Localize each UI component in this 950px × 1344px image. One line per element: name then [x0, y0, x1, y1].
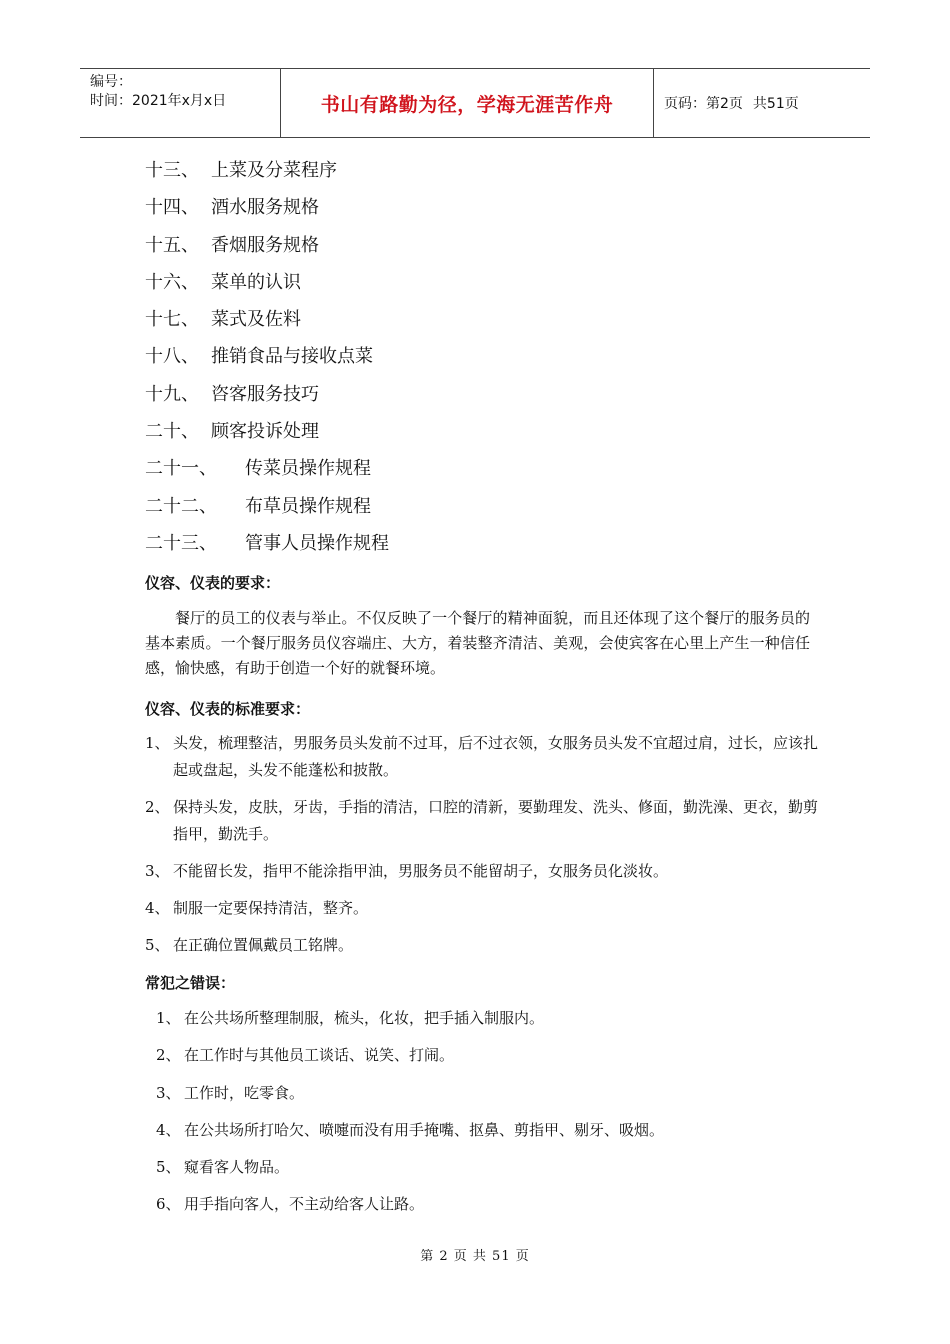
list-item: 2、 保持头发，皮肤，牙齿，手指的清洁，口腔的清新，要勤理发、洗头、修面，勤洗澡、更衣，勤剪指甲，勤洗手。: [145, 798, 819, 843]
list-item: 1、 在公共场所整理制服，梳头，化妆，把手插入制服内。: [156, 1009, 545, 1027]
toc-item: 二十、 顾客投诉处理: [145, 421, 319, 443]
list-item: 4、 在公共场所打哈欠、喷嚏而没有用手掩嘴、抠鼻、剪指甲、剔牙、吸烟。: [156, 1120, 665, 1139]
list-item: 4、 制服一定要保持清洁，整齐。: [145, 899, 369, 917]
header-page-total: 共51页: [752, 96, 799, 112]
appearance-paragraph: 餐厅的员工的仪表与举止。不仅反映了一个餐厅的精神面貌，而且还体现了这个餐厅的服务员的基本素质。一个餐厅服务员仪容端庄、大方，着装整齐清洁、美观，会使宾客在心里上产生一种信任感，愉快感，有助于创造一个好的就餐环境。: [145, 609, 810, 677]
section-heading-common-mistakes: 常犯之错误：: [145, 974, 236, 992]
document-header: [80, 68, 870, 138]
table-of-contents: [145, 152, 389, 562]
list-item: 6、 用手指向客人，不主动给客人让路。: [156, 1195, 425, 1214]
header-meta: [80, 69, 281, 137]
toc-item: 十六、 菜单的认识: [145, 271, 301, 293]
toc-item: 十三、 上菜及分菜程序: [145, 160, 337, 181]
section-heading-appearance: 仪容、仪表的要求：: [145, 574, 281, 592]
list-item: 2、 在工作时与其他员工谈话、说笑、打闹。: [156, 1046, 455, 1065]
code-label: 编号：: [90, 74, 132, 90]
header-page-number: 页码：第2页: [664, 96, 743, 112]
time-label: 时间：2021年x月x日: [90, 93, 227, 109]
list-item: 5、 在正确位置佩戴员工铭牌。: [145, 936, 354, 954]
list-item: 1、 头发，梳理整洁，男服务员头发前不过耳，后不过衣领，女服务员头发不宜超过肩，过长，应该扎起或盘起，头发不能蓬松和披散。: [145, 734, 819, 779]
toc-item: 十九、 咨客服务技巧: [145, 383, 319, 405]
list-item: 3、 工作时，吃零食。: [156, 1083, 305, 1102]
section-heading-standards: 仪容、仪表的标准要求：: [145, 700, 311, 718]
mistakes-list: [156, 1006, 664, 1230]
toc-item: 二十二、 布草员操作规程: [145, 495, 371, 517]
toc-item: 十七、 菜式及佐料: [145, 309, 301, 331]
page-footer: 第 2 页 共 51 页: [420, 1249, 530, 1264]
standards-list: [145, 730, 825, 959]
toc-item: 十四、 酒水服务规格: [145, 197, 319, 219]
toc-item: 二十三、 管事人员操作规程: [145, 532, 389, 554]
header-page-info: [654, 69, 870, 137]
list-item: 3、 不能留长发，指甲不能涂指甲油，男服务员不能留胡子，女服务员化淡妆。: [145, 862, 669, 880]
list-item: 5、 窥看客人物品。: [156, 1158, 290, 1177]
toc-item: 十八、 推销食品与接收点菜: [145, 346, 373, 368]
header-motto: 书山有路勤为径，学海无涯苦作舟: [281, 69, 654, 137]
toc-item: 二十一、 传菜员操作规程: [145, 458, 371, 480]
toc-item: 十五、 香烟服务规格: [145, 234, 319, 256]
